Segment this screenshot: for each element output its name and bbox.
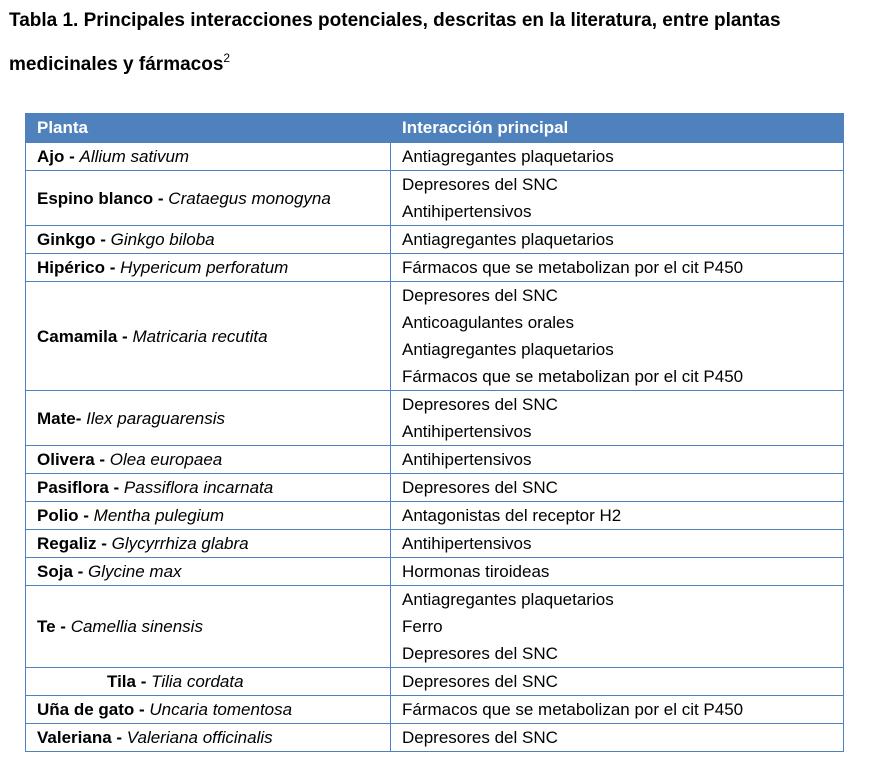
plant-cell [26,724,391,752]
plant-name-separator: - [135,672,152,691]
plant-name [37,700,292,719]
plant-name [37,617,203,636]
interaction-cell [391,446,844,474]
plant-cell [26,586,391,668]
interaction-item: Antihipertensivos [402,534,532,553]
interaction-cell [391,171,844,226]
plant-name-separator: - [111,728,127,747]
plant-scientific-name: Mentha pulegium [93,506,225,525]
interaction-item: Depresores del SNC [402,395,558,414]
plant-common-name: Hipérico [37,258,106,277]
interaction-item: Depresores del SNC [402,478,558,497]
plant-scientific-name: Crataegus monogyna [168,188,331,208]
plant-cell [26,391,391,446]
plant-scientific-name: Ilex paraguarensis [86,408,226,428]
plant-cell [26,446,391,474]
table-header-row [26,114,844,143]
plant-common-name: Polio [37,506,79,525]
interaction-cell [391,558,844,586]
plant-cell [26,254,391,282]
plant-scientific-name: Glycine max [88,562,182,581]
plant-name-separator: - [96,534,112,553]
interaction-cell [391,724,844,752]
plant-common-name: Soja [37,562,73,581]
plant-common-name: Regaliz [37,534,97,553]
plant-common-name: Mate [37,408,76,428]
plant-cell [26,502,391,530]
plant-common-name: Te [37,617,56,636]
plant-common-name: Espino blanco [37,188,154,208]
plant-common-name: Olivera [37,450,95,469]
table-row [26,586,844,668]
interaction-item: Fármacos que se metabolizan por el cit P450 [402,367,744,386]
plant-name [37,409,225,428]
table-row [26,474,844,502]
interaction-cell [391,696,844,724]
plant-name-separator: - [78,506,94,525]
plant-name [37,258,288,277]
plant-name [37,147,189,166]
interaction-cell [391,254,844,282]
interaction-item: Antihipertensivos [402,422,532,441]
plant-scientific-name: Glycyrrhiza glabra [111,534,249,553]
interaction-item: Antiagregantes plaquetarios [402,340,614,359]
plant-name-separator: - [105,258,121,277]
plant-name [37,189,331,208]
plant-cell [26,171,391,226]
plant-cell [26,696,391,724]
table-row [26,171,844,226]
plant-common-name: Ajo [37,147,65,166]
plant-name-separator: - [117,326,133,346]
interaction-item: Depresores del SNC [402,286,558,305]
plant-cell [26,143,391,171]
interaction-item: Ferro [402,617,443,636]
interaction-cell [391,282,844,391]
table-row [26,254,844,282]
plant-name-separator: - [75,408,87,428]
plant-common-name: Ginkgo [37,230,96,249]
plant-scientific-name: Matricaria recutita [132,326,268,346]
plant-cell [26,282,391,391]
plant-name-separator: - [134,700,150,719]
interaction-item: Depresores del SNC [402,728,558,747]
header-interaccion-principal: Interacción principal [391,114,844,143]
interaction-cell [391,143,844,171]
interaction-item: Antihipertensivos [402,450,532,469]
interaction-item: Antagonistas del receptor H2 [402,506,622,525]
header-planta: Planta [26,114,391,143]
interactions-table [25,113,844,752]
interaction-item: Fármacos que se metabolizan por el cit P450 [402,700,744,719]
plant-name-separator: - [94,450,110,469]
plant-name [37,534,249,553]
table-row [26,530,844,558]
plant-name-separator: - [95,230,111,249]
table-row [26,696,844,724]
plant-name-separator: - [72,562,89,581]
interaction-cell [391,391,844,446]
plant-scientific-name: Camellia sinensis [70,617,203,636]
plant-cell [26,226,391,254]
interaction-cell [391,668,844,696]
plant-common-name: Valeriana [37,728,112,747]
caption-line-2 [9,45,864,85]
interaction-item: Anticoagulantes orales [402,313,575,332]
plant-scientific-name: Olea europaea [109,450,223,469]
table-row [26,391,844,446]
plant-scientific-name: Passiflora incarnata [123,478,274,497]
plant-name [37,230,215,249]
plant-name-separator: - [64,147,80,166]
interaction-cell [391,586,844,668]
table-row [26,724,844,752]
interaction-item: Antiagregantes plaquetarios [402,230,614,249]
interaction-cell [391,226,844,254]
interaction-item: Depresores del SNC [402,175,558,194]
interaction-item: Antiagregantes plaquetarios [402,590,614,609]
plant-cell [26,558,391,586]
table-row [26,143,844,171]
table-row [26,226,844,254]
plant-common-name: Camamila [37,326,118,346]
interaction-cell [391,502,844,530]
plant-name [37,562,182,581]
plant-name-separator: - [55,617,71,636]
plant-scientific-name: Valeriana officinalis [126,728,273,747]
plant-name [37,506,224,525]
plant-scientific-name: Ginkgo biloba [110,230,215,249]
table-row [26,282,844,391]
interaction-item: Antiagregantes plaquetarios [402,147,614,166]
plant-scientific-name: Tilia cordata [151,672,244,691]
plant-common-name: Uña de gato [37,700,135,719]
interaction-item: Depresores del SNC [402,672,558,691]
interaction-cell [391,530,844,558]
plant-cell [26,668,391,696]
interaction-item: Fármacos que se metabolizan por el cit P450 [402,258,744,277]
caption-reference-superscript: 2 [223,51,231,65]
interaction-item: Hormonas tiroideas [402,562,550,581]
plant-common-name: Pasiflora [37,478,109,497]
plant-cell [26,530,391,558]
plant-scientific-name: Uncaria tomentosa [149,700,293,719]
plant-name [37,728,273,747]
plant-name-separator: - [153,188,169,208]
interaction-cell [391,474,844,502]
caption-line-1: Tabla 1. Principales interacciones potenciales, descritas en la literatura, entre plantas [9,10,781,31]
table-row [26,446,844,474]
plant-name-separator: - [108,478,124,497]
table-row [26,558,844,586]
table-caption [9,0,864,85]
plant-common-name: Tila [107,672,136,691]
plant-name [37,327,268,346]
interaction-item: Antihipertensivos [402,202,532,221]
table-row [26,502,844,530]
table-row [26,668,844,696]
plant-name [37,450,222,469]
plant-cell [26,474,391,502]
interaction-item: Depresores del SNC [402,644,558,663]
plant-scientific-name: Allium sativum [79,147,190,166]
plant-name [37,478,273,497]
plant-name [37,668,244,695]
table-body [26,143,844,752]
plant-scientific-name: Hypericum perforatum [120,258,289,277]
caption-line-2-text: medicinales y fármacos [9,54,224,75]
